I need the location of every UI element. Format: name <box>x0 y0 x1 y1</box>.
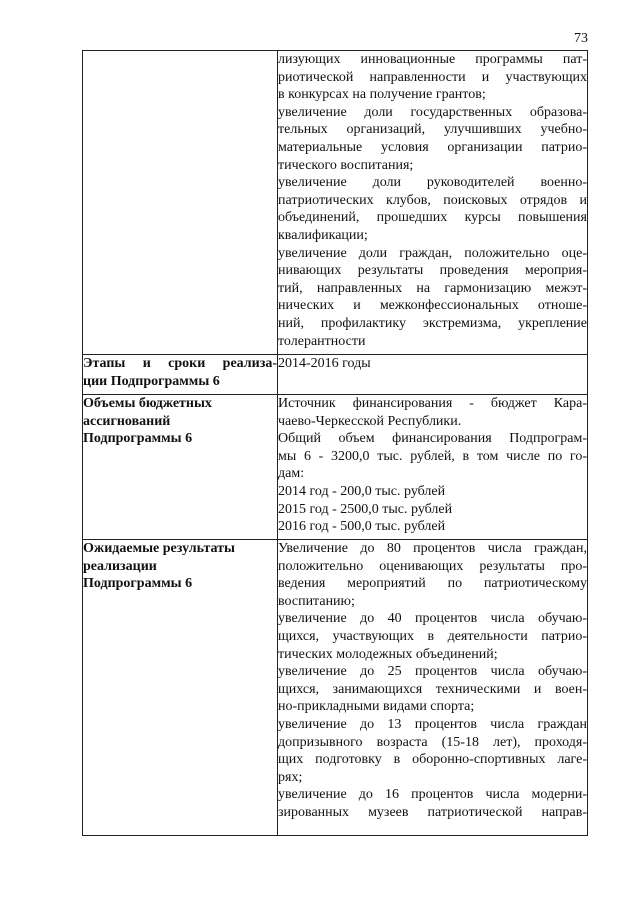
text-line: риотической направленности и участвующих <box>278 69 587 85</box>
text-line: тических молодежных объединений; <box>278 646 498 662</box>
text-line: рях; <box>278 769 303 785</box>
text-line: но-прикладными видами спорта; <box>278 699 475 715</box>
text-line: Увеличение до 80 процентов числа граждан, <box>278 541 587 556</box>
text-line: ведения мероприятий по патриотическому <box>278 576 587 592</box>
subprogram-passport-table <box>82 50 588 836</box>
text-line: 2014 год - 200,0 тыс. рублей <box>278 483 446 499</box>
text-line: положительно оценивающих результаты про- <box>278 558 587 574</box>
row-label <box>83 540 278 836</box>
text-line: увеличение доли руководителей военно- <box>278 175 587 191</box>
row-label <box>83 51 278 355</box>
text-line: увеличение до 13 процентов числа граждан <box>278 716 587 732</box>
text-line: увеличение до 40 процентов числа обучаю- <box>278 611 587 627</box>
row-label <box>83 355 278 395</box>
text-line: в конкурсах на получение грантов; <box>278 87 486 103</box>
text-line: дам: <box>278 466 305 482</box>
row-content <box>278 395 588 540</box>
label-line: реализации <box>83 558 157 574</box>
text-line: материальные условия организации патрио- <box>278 139 587 155</box>
text-line: мы 6 - 3200,0 тыс. рублей, в том числе по го- <box>278 448 587 464</box>
row-content <box>278 51 588 355</box>
page-number: 73 <box>574 31 588 46</box>
text-line: щихся, занимающихся техническими и воен- <box>278 681 587 697</box>
label-line: ции Подпрограммы 6 <box>83 373 220 389</box>
text-line: нических и межконфессиональных отноше- <box>278 298 587 314</box>
label-line: Этапы и сроки реализа- <box>83 356 277 371</box>
text-line: 2015 год - 2500,0 тыс. рублей <box>278 501 453 517</box>
row-content <box>278 355 588 395</box>
text-line: зированных музеев патриотической направ- <box>278 804 587 820</box>
label-line: Подпрограммы 6 <box>83 431 193 447</box>
text-line: увеличение доли государственных образова- <box>278 104 587 120</box>
table-row <box>83 395 588 540</box>
row-label <box>83 395 278 540</box>
text-line: патриотических клубов, поисковых отрядов и <box>278 192 587 208</box>
text-line: 2016 год - 500,0 тыс. рублей <box>278 519 446 535</box>
text-line: допризывного возраста (15-18 лет), проходя- <box>278 734 587 750</box>
table-row <box>83 540 588 836</box>
table-row <box>83 355 588 395</box>
table-row <box>83 51 588 355</box>
row-content <box>278 540 588 836</box>
text-line: воспитанию; <box>278 593 355 609</box>
text-line: чаево-Черкесской Республики. <box>278 413 462 429</box>
text-line: объединений, прошедших курсы повышения <box>278 210 587 226</box>
text-line: тельных организаций, улучшивших учебно- <box>278 122 587 138</box>
text-line: тического воспитания; <box>278 157 414 173</box>
label-line: Ожидаемые результаты <box>83 541 235 556</box>
label-line: ассигнований <box>83 413 171 429</box>
text-line: щихся, участвующих в деятельности патрио- <box>278 628 587 644</box>
text-line: Источник финансирования - бюджет Кара- <box>278 396 587 411</box>
text-line: 2014-2016 годы <box>278 356 371 371</box>
text-line: увеличение доли граждан, положительно оце- <box>278 245 587 261</box>
text-line: нивающих результаты проведения мероприя- <box>278 263 587 279</box>
text-line: толерантности <box>278 333 366 349</box>
label-line: Подпрограммы 6 <box>83 576 193 592</box>
text-line: лизующих инновационные программы пат- <box>278 52 587 67</box>
text-line: ний, профилактику экстремизма, укрепление <box>278 315 587 331</box>
text-line: квалификации; <box>278 227 368 243</box>
text-line: увеличение до 25 процентов числа обучаю- <box>278 664 587 680</box>
text-line: Общий объем финансирования Подпрограм- <box>278 431 587 447</box>
label-line: Объемы бюджетных <box>83 396 212 411</box>
text-line: увеличение до 16 процентов числа модерни- <box>278 787 587 803</box>
text-line: щих подготовку в оборонно-спортивных лаге- <box>278 752 587 768</box>
text-line: тий, направленных на гармонизацию межэт- <box>278 280 587 296</box>
